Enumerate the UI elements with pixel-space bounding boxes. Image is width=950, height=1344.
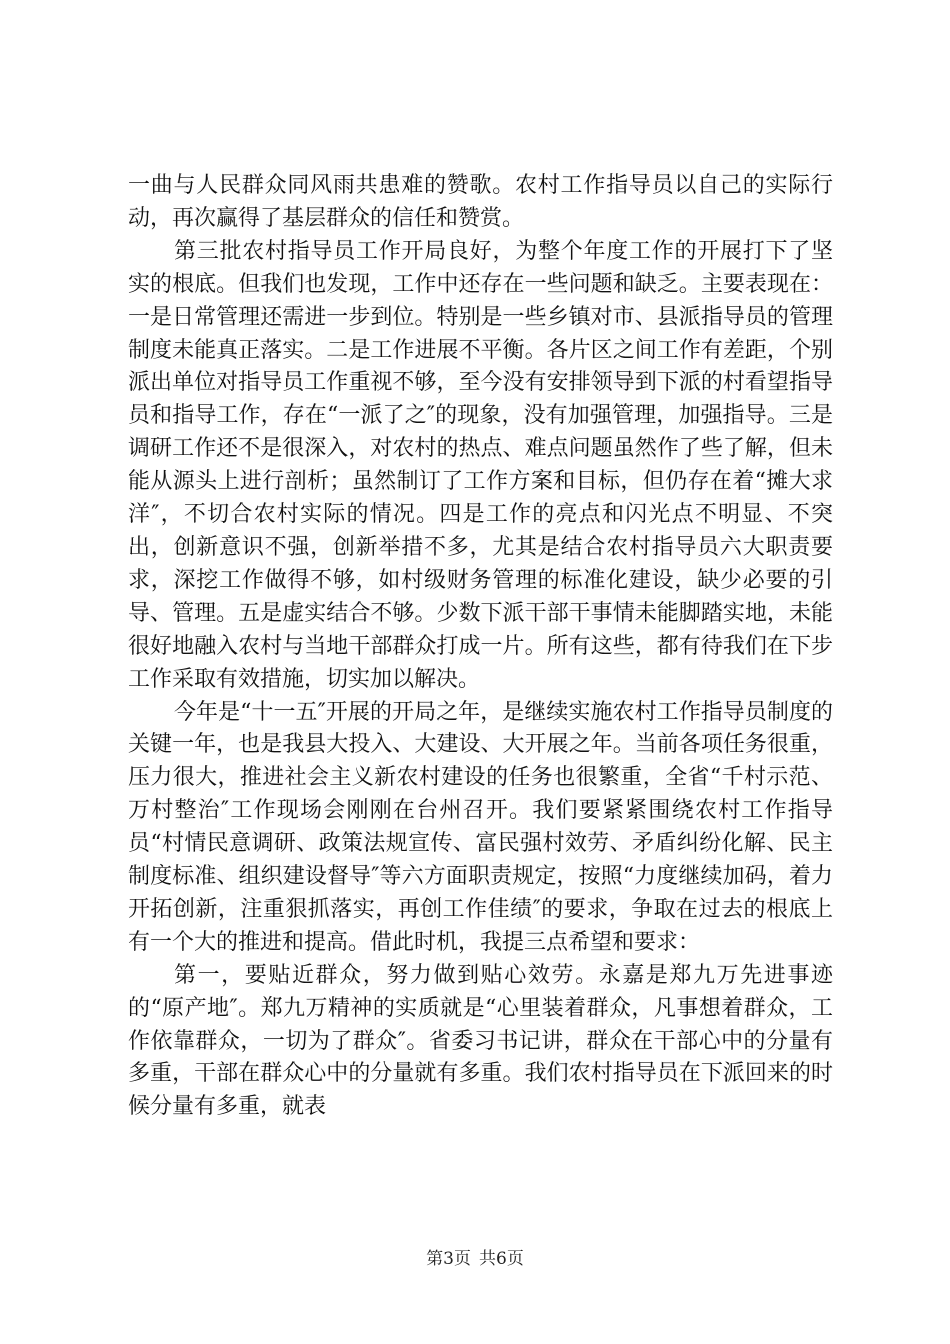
document-body <box>128 170 833 1124</box>
page-number: 第3页 <box>426 1249 471 1269</box>
page-total: 共6页 <box>479 1249 524 1269</box>
paragraph-3: 今年是“十一五″开展的开局之年，是继续实施农村工作指导员制度的关键一年，也是我县大投入、大建设、大开展之年。当前各项任务很重，压力很大，推进社会主义新农村建设的任务也很繁重，全省“千村示范、万村整治″工作现场会刚刚在台州召开。我们要紧紧围绕农村工作指导员“村情民意调研、政策法规宣传、富民强村效劳、矛盾纠纷化解、民主制度标准、组织建设督导″等六方面职责规定，按照“力度继续加码，着力开拓创新，注重狠抓落实，再创工作佳绩″的要求，争取在过去的根底上有一个大的推进和提高。借此时机，我提三点希望和要求： <box>128 699 833 955</box>
page-footer <box>0 1244 950 1269</box>
paragraph-4: 第一，要贴近群众，努力做到贴心效劳。永嘉是郑九万先进事迹的“原产地″。郑九万精神的实质就是“心里装着群众，凡事想着群众，工作依靠群众，一切为了群众″。省委习书记讲，群众在干部心中的分量有多重，干部在群众心中的分量就有多重。我们农村指导员在下派回来的时候分量有多重，就表 <box>128 962 833 1120</box>
paragraph-1: 一曲与人民群众同风雨共患难的赞歌。农村工作指导员以自己的实际行动，再次赢得了基层群众的信任和赞赏。 <box>128 173 833 231</box>
paragraph-2: 第三批农村指导员工作开局良好，为整个年度工作的开展打下了坚实的根底。但我们也发现，工作中还存在一些问题和缺乏。主要表现在：一是日常管理还需进一步到位。特别是一些乡镇对市、县派指导员的管理制度未能真正落实。二是工作进展不平衡。各片区之间工作有差距，个别派出单位对指导员工作重视不够，至今没有安排领导到下派的村看望指导员和指导工作，存在“一派了之″的现象，没有加强管理，加强指导。三是调研工作还不是很深入，对农村的热点、难点问题虽然作了些了解，但未能从源头上进行剖析；虽然制订了工作方案和目标，但仍存在着“摊大求洋″，不切合农村实际的情况。四是工作的亮点和闪光点不明显、不突出，创新意识不强，创新举措不多，尤其是结合农村指导员六大职责要求，深挖工作做得不够，如村级财务管理的标准化建设，缺少必要的引导、管理。五是虚实结合不够。少数下派干部干事情未能脚踏实地，未能很好地融入农村与当地干部群众打成一片。所有这些，都有待我们在下步工作采取有效措施，切实加以解决。 <box>128 238 833 692</box>
